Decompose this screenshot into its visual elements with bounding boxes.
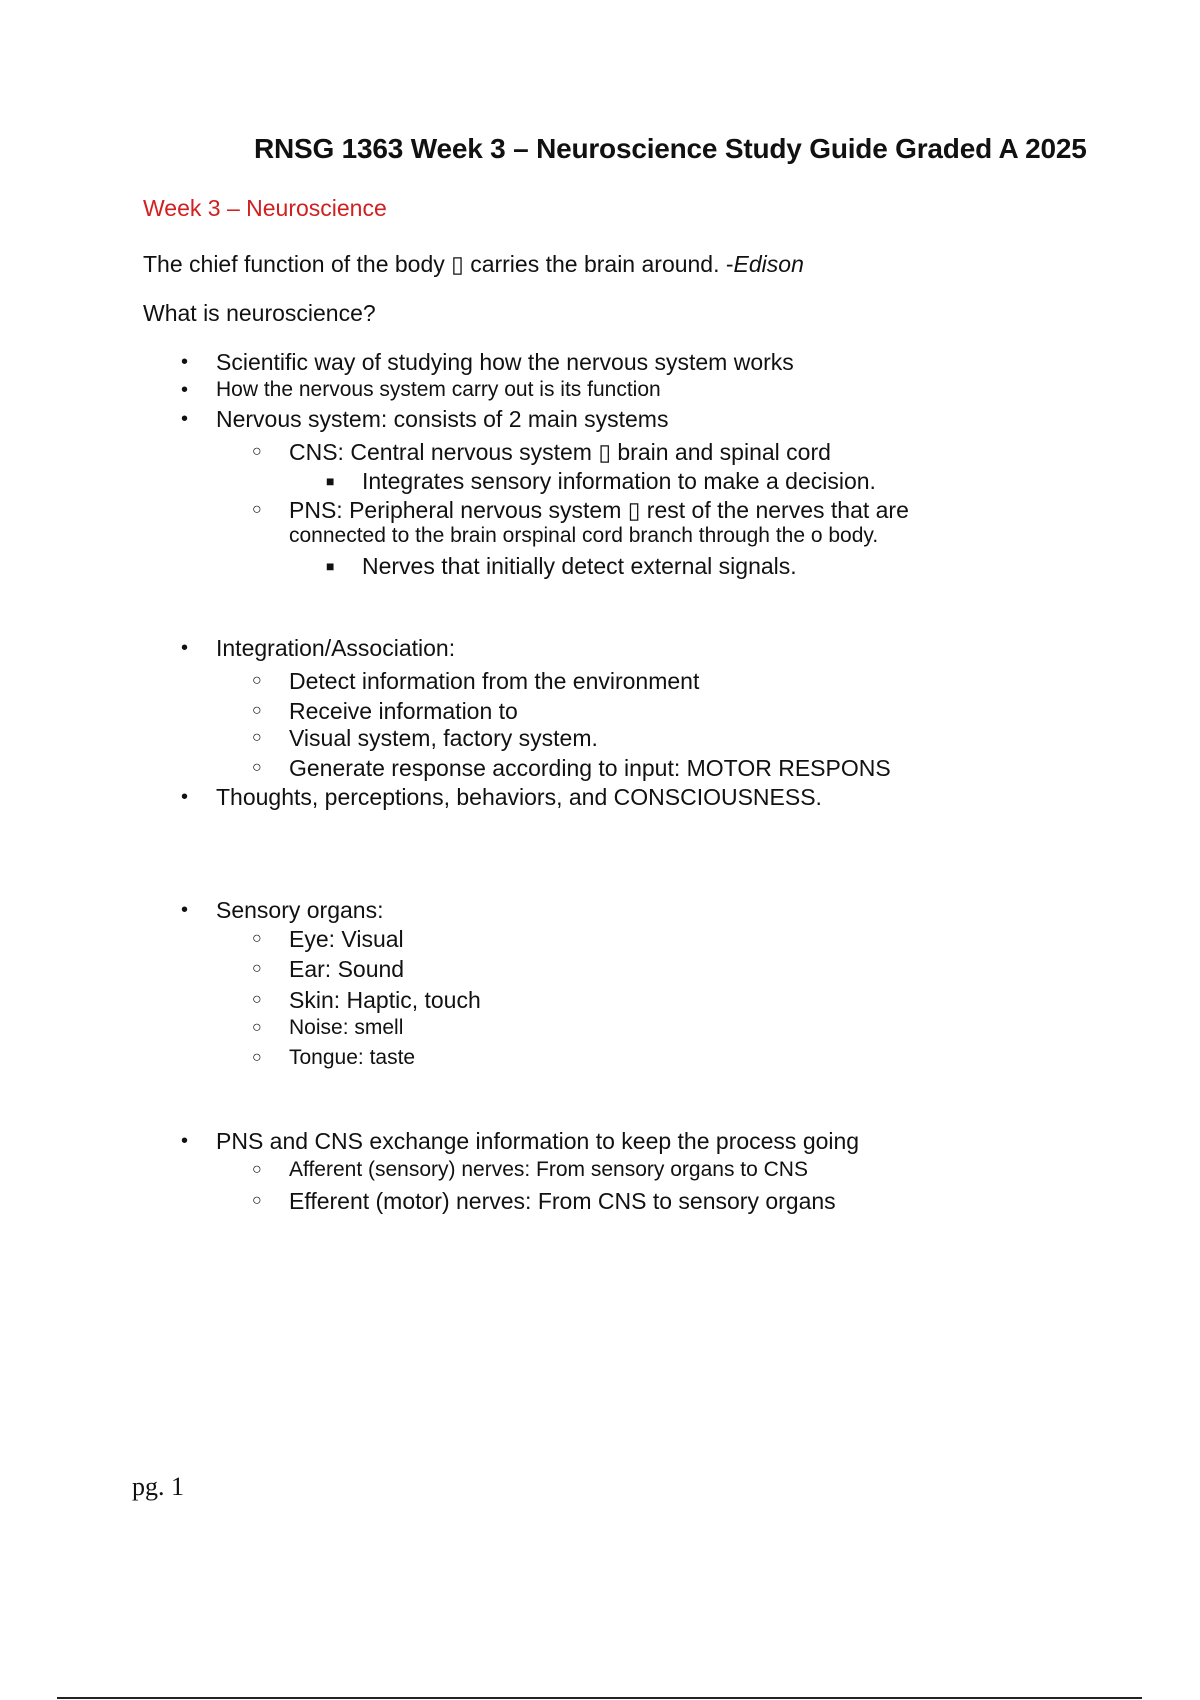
bullet-dot-icon: •	[181, 379, 189, 401]
list-item: Nervous system: consists of 2 main systems	[216, 406, 669, 432]
list-subitem: Ear: Sound	[289, 956, 405, 982]
list-subsubitem: Integrates sensory information to make a decision.	[362, 468, 876, 494]
bullet-dot-icon: •	[181, 408, 189, 430]
list-subitem: Skin: Haptic, touch	[289, 987, 481, 1013]
list-subitem-continuation: connected to the brain orspinal cord branch through the o body.	[289, 524, 879, 547]
list-subitem: Eye: Visual	[289, 926, 404, 952]
list-subitem: Efferent (motor) nerves: From CNS to sensory organs	[289, 1188, 836, 1214]
list-item: Thoughts, perceptions, behaviors, and CONSCIOUSNESS.	[216, 784, 822, 810]
list-item: Integration/Association:	[216, 635, 456, 661]
bullet-dot-icon: •	[181, 1130, 189, 1152]
question: What is neuroscience?	[143, 300, 376, 326]
circle-bullet-icon: ○	[252, 991, 262, 1008]
list-subitem: Detect information from the environment	[289, 668, 700, 694]
list-subitem: Tongue: taste	[289, 1046, 416, 1069]
square-bullet-icon: ■	[326, 558, 335, 574]
quote	[143, 251, 804, 278]
circle-bullet-icon: ○	[252, 729, 262, 746]
list-item: Scientific way of studying how the nervous system works	[216, 349, 794, 375]
list-item: Sensory organs:	[216, 897, 384, 923]
section-heading: Week 3 – Neuroscience	[143, 195, 387, 221]
list-subitem: CNS: Central nervous system ▯ brain and spinal cord	[289, 439, 831, 465]
circle-bullet-icon: ○	[252, 960, 262, 977]
bottom-divider	[57, 1697, 1142, 1699]
bullet-dot-icon: •	[181, 637, 189, 659]
quote-attribution: Edison	[733, 251, 804, 277]
circle-bullet-icon: ○	[252, 672, 262, 689]
square-bullet-icon: ■	[326, 473, 335, 489]
circle-bullet-icon: ○	[252, 443, 262, 460]
circle-bullet-icon: ○	[252, 759, 262, 776]
bullet-dot-icon: •	[181, 351, 189, 373]
page-number: pg. 1	[132, 1472, 184, 1501]
list-subsubitem: Nerves that initially detect external signals.	[362, 553, 797, 579]
circle-bullet-icon: ○	[252, 702, 262, 719]
list-subitem: Afferent (sensory) nerves: From sensory organs to CNS	[289, 1158, 808, 1181]
circle-bullet-icon: ○	[252, 1192, 262, 1209]
list-subitem: PNS: Peripheral nervous system ▯ rest of the nerves that are	[289, 497, 909, 523]
bullet-dot-icon: •	[181, 786, 189, 808]
list-subitem: Visual system, factory system.	[289, 725, 598, 751]
quote-text: The chief function of the body ▯ carries the brain around. -	[143, 251, 734, 277]
list-subitem: Generate response according to input: MOTOR RESPONS	[289, 755, 891, 781]
bullet-dot-icon: •	[181, 899, 189, 921]
circle-bullet-icon: ○	[252, 930, 262, 947]
list-subitem: Receive information to	[289, 698, 518, 724]
circle-bullet-icon: ○	[252, 1161, 262, 1178]
circle-bullet-icon: ○	[252, 1019, 262, 1036]
list-item: How the nervous system carry out is its function	[216, 378, 661, 401]
circle-bullet-icon: ○	[252, 1049, 262, 1066]
page-title: RNSG 1363 Week 3 – Neuroscience Study Guide Graded A 2025	[254, 133, 1087, 164]
list-subitem: Noise: smell	[289, 1016, 404, 1039]
circle-bullet-icon: ○	[252, 501, 262, 518]
list-item: PNS and CNS exchange information to keep the process going	[216, 1128, 860, 1154]
